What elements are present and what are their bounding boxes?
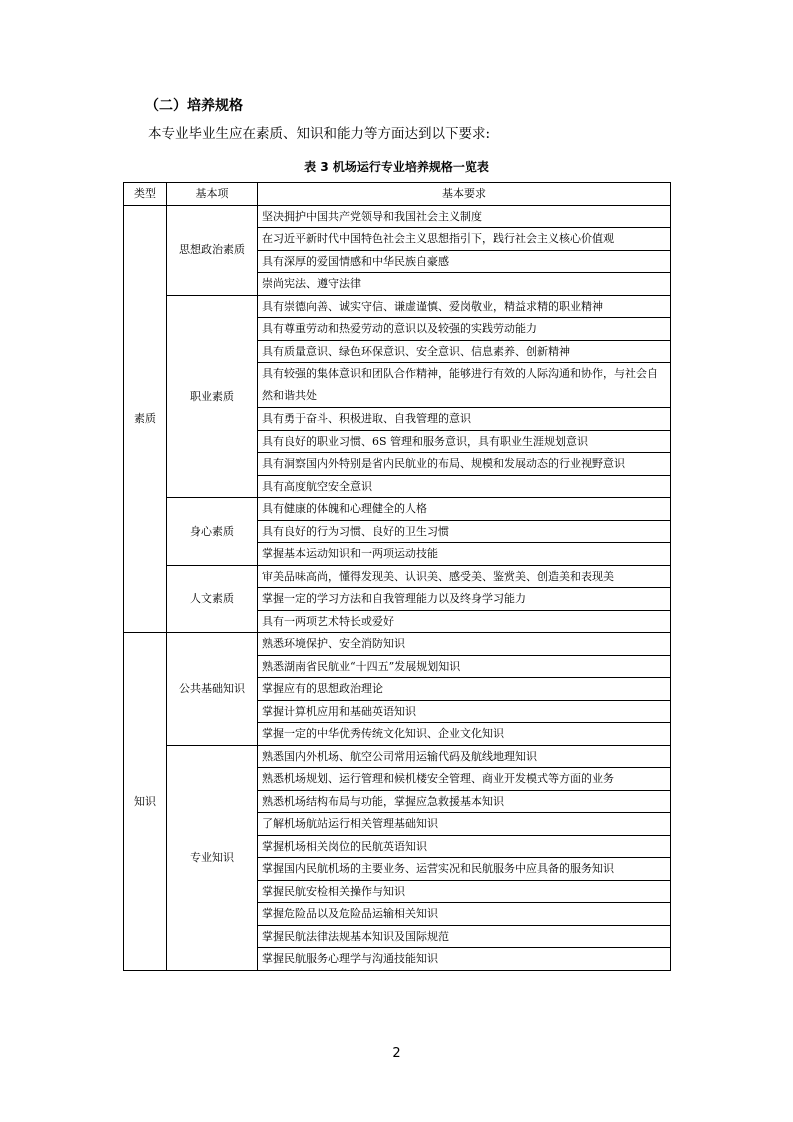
requirement-cell: 具有健康的体魄和心理健全的人格: [258, 498, 671, 521]
requirement-cell: 掌握民航服务心理学与沟通技能知识: [258, 948, 671, 971]
requirement-cell: 掌握计算机应用和基础英语知识: [258, 700, 671, 723]
table-caption: 表 3 机场运行专业培养规格一览表: [304, 160, 489, 174]
category-cell-quality: 素质: [124, 205, 167, 633]
page-number: 2: [392, 1046, 401, 1061]
requirement-cell: 掌握国内民航机场的主要业务、运营实况和民航服务中应具备的服务知识: [258, 858, 671, 881]
requirement-cell: 具有深厚的爱国情感和中华民族自豪感: [258, 250, 671, 273]
intro-paragraph: 本专业毕业生应在素质、知识和能力等方面达到以下要求:: [148, 126, 491, 142]
requirement-cell: 掌握机场相关岗位的民航英语知识: [258, 835, 671, 858]
group-cell-political: 思想政治素质: [167, 205, 258, 295]
requirement-cell: 熟悉环境保护、安全消防知识: [258, 633, 671, 656]
requirement-cell: 掌握危险品以及危险品运输相关知识: [258, 903, 671, 926]
header-basic-item: 基本项: [167, 183, 258, 206]
group-cell-public-basic: 公共基础知识: [167, 633, 258, 746]
requirement-cell: 具有崇德向善、诚实守信、谦虚谨慎、爱岗敬业，精益求精的职业精神: [258, 295, 671, 318]
group-cell-professional-knowledge: 专业知识: [167, 745, 258, 970]
requirement-cell: 了解机场航站运行相关管理基础知识: [258, 813, 671, 836]
group-cell-humanities: 人文素质: [167, 565, 258, 633]
requirement-cell: 具有良好的行为习惯、良好的卫生习惯: [258, 520, 671, 543]
table-row: [124, 633, 671, 656]
header-basic-requirement: 基本要求: [258, 183, 671, 206]
requirement-cell: 熟悉湖南省民航业“十四五”发展规划知识: [258, 655, 671, 678]
requirement-cell: 具有高度航空安全意识: [258, 475, 671, 498]
table-row: [124, 498, 671, 521]
requirement-cell: 掌握民航安检相关操作与知识: [258, 880, 671, 903]
table-header-row: [124, 183, 671, 206]
requirement-cell: 掌握一定的学习方法和自我管理能力以及终身学习能力: [258, 588, 671, 611]
training-spec-table: [123, 182, 671, 971]
requirement-cell: 在习近平新时代中国特色社会主义思想指引下，践行社会主义核心价值观: [258, 228, 671, 251]
requirement-cell: 熟悉机场结构布局与功能，掌握应急救援基本知识: [258, 790, 671, 813]
requirement-cell: 崇尚宪法、遵守法律: [258, 273, 671, 296]
table-row: [124, 205, 671, 228]
header-type: 类型: [124, 183, 167, 206]
group-cell-professional: 职业素质: [167, 295, 258, 498]
requirement-cell: 具有尊重劳动和热爱劳动的意识以及较强的实践劳动能力: [258, 318, 671, 341]
requirement-cell: 熟悉机场规划、运行管理和候机楼安全管理、商业开发模式等方面的业务: [258, 768, 671, 791]
requirement-cell: 熟悉国内外机场、航空公司常用运输代码及航线地理知识: [258, 745, 671, 768]
table-row: [124, 295, 671, 318]
group-cell-physical-mental: 身心素质: [167, 498, 258, 566]
requirement-cell: 掌握一定的中华优秀传统文化知识、企业文化知识: [258, 723, 671, 746]
requirement-cell: 掌握民航法律法规基本知识及国际规范: [258, 925, 671, 948]
requirement-cell: 具有质量意识、绿色环保意识、安全意识、信息素养、创新精神: [258, 340, 671, 363]
requirement-cell: 具有洞察国内外特别是省内民航业的布局、规模和发展动态的行业视野意识: [258, 453, 671, 476]
category-cell-knowledge: 知识: [124, 633, 167, 971]
requirement-cell: 具有一两项艺术特长或爱好: [258, 610, 671, 633]
table-row: [124, 745, 671, 768]
requirement-cell: 具有良好的职业习惯、6S 管理和服务意识，具有职业生涯规划意识: [258, 430, 671, 453]
requirement-cell: 掌握应有的思想政治理论: [258, 678, 671, 701]
requirement-cell: 坚决拥护中国共产党领导和我国社会主义制度: [258, 205, 671, 228]
requirement-cell: 具有较强的集体意识和团队合作精神，能够进行有效的人际沟通和协作，与社会自然和谐共处: [258, 363, 671, 408]
requirement-cell: 审美品味高尚，懂得发现美、认识美、感受美、鉴赏美、创造美和表现美: [258, 565, 671, 588]
requirement-cell: 具有勇于奋斗、积极进取、自我管理的意识: [258, 408, 671, 431]
table-row: [124, 565, 671, 588]
requirement-cell: 掌握基本运动知识和一两项运动技能: [258, 543, 671, 566]
section-title: （二）培养规格: [145, 98, 243, 114]
